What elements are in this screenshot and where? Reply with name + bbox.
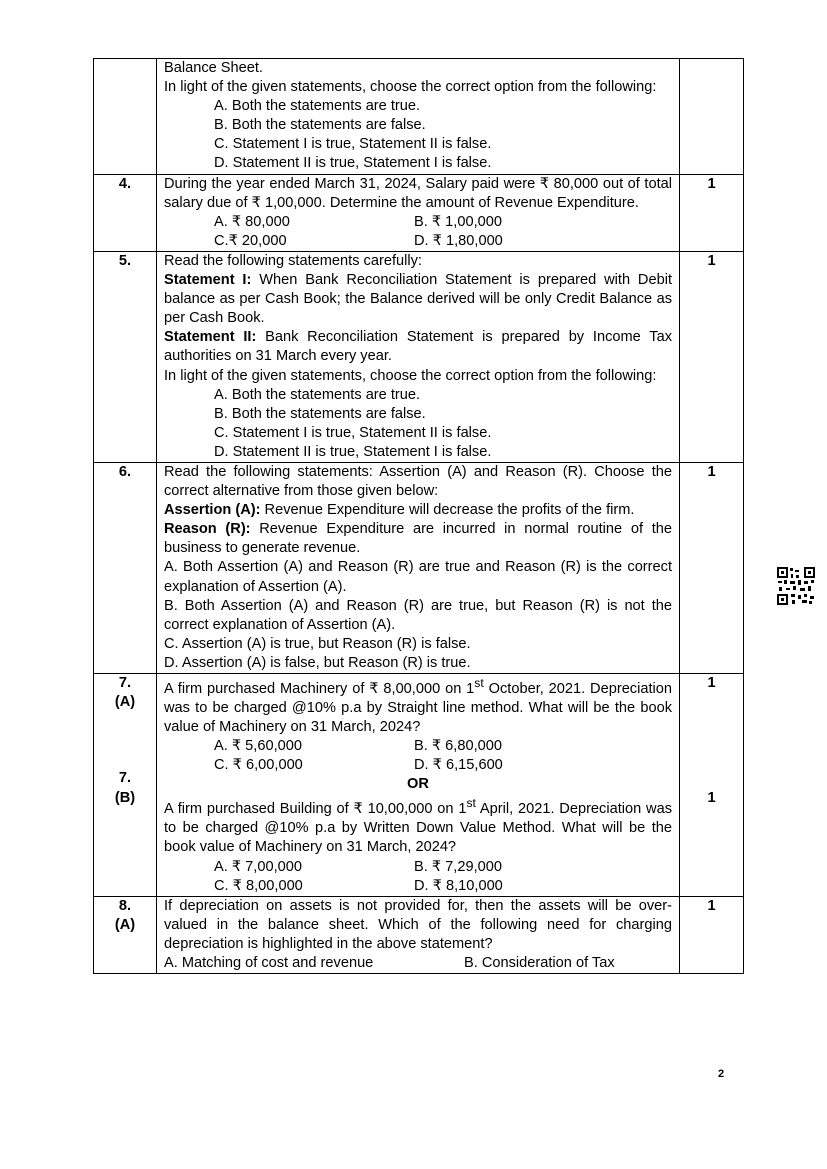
q5-statement-2-text: Bank Reconciliation Statement is prepared by Income Tax authorities on 31 March every year. <box>164 329 672 365</box>
question-text-cell <box>157 59 680 175</box>
question-number-cell <box>94 59 157 175</box>
q7a-options-row-2 <box>164 756 672 775</box>
q7b-option-b: B. ₹ 7,29,000 <box>414 858 502 875</box>
q8-number-cell <box>94 896 157 973</box>
question-row-3 <box>94 59 744 175</box>
question-text-cell <box>157 674 680 897</box>
q6-reason-label: Reason (R): <box>164 521 251 538</box>
q7a-number: 7. <box>118 675 132 691</box>
q5-option-b: B. Both the statements are false. <box>214 405 426 422</box>
q5-statement-1 <box>164 271 672 328</box>
q4-options-row-1 <box>164 213 672 232</box>
q7b-number: 7. <box>118 770 132 787</box>
q3-option-d: D. Statement II is true, Statement I is false. <box>214 155 492 172</box>
q7b-options-row-1 <box>164 858 672 877</box>
q5-statement-2-label: Statement II: <box>164 329 257 346</box>
question-row-5 <box>94 251 744 462</box>
q4-option-c: C.₹ 20,000 <box>214 232 287 249</box>
q7b-sub: (B) <box>114 789 136 806</box>
q6-option-b: B. Both Assertion (A) and Reason (R) are true, but Reason (R) is not the correct explanation of Assertion (A). <box>164 597 672 633</box>
q5-statement-2 <box>164 328 672 366</box>
q6-option-a: A. Both Assertion (A) and Reason (R) are true and Reason (R) is the correct explanation of Assertion (A). <box>164 559 672 595</box>
q4-option-a: A. ₹ 80,000 <box>214 213 290 230</box>
question-row-7 <box>94 674 744 897</box>
question-row-8 <box>94 896 744 973</box>
q7a-sup: st <box>474 676 484 690</box>
q7b-option-d: D. ₹ 8,10,000 <box>414 877 503 894</box>
q3-option-c: C. Statement I is true, Statement II is false. <box>214 136 492 153</box>
q6-number: 6. <box>94 462 157 673</box>
q6-assertion-label: Assertion (A): <box>164 502 261 519</box>
q7b-option-a: A. ₹ 7,00,000 <box>214 858 302 875</box>
q6-assertion-text: Revenue Expenditure will decrease the profits of the firm. <box>264 502 635 519</box>
q7-number-cell <box>94 674 157 897</box>
or-label: OR <box>407 776 429 793</box>
q5-option-d: D. Statement II is true, Statement I is false. <box>214 443 492 460</box>
q7a-option-b: B. ₹ 6,80,000 <box>414 738 502 755</box>
q8a-options-row <box>164 954 672 973</box>
q5-option-c: C. Statement I is true, Statement II is false. <box>214 424 492 441</box>
q4-option-b: B. ₹ 1,00,000 <box>414 213 502 230</box>
q7b-text-pre: A firm purchased Building of ₹ 10,00,000 on 1 <box>164 801 467 818</box>
q7b-marks: 1 <box>707 789 716 806</box>
q5-statement-1-text: When Bank Reconciliation Statement is prepared with Debit balance as per Cash Book; the Balance derived will be only Credit Balance as per Cash Book. <box>164 272 673 327</box>
q6-reason-text: Revenue Expenditure are incurred in normal routine of the business to generate revenue. <box>164 521 673 557</box>
q6-assertion <box>164 501 672 520</box>
question-row-4 <box>94 174 744 251</box>
q7a-text <box>164 674 672 737</box>
q3-continuation: Balance Sheet. <box>164 60 263 76</box>
qr-code-icon <box>776 566 816 606</box>
q8a-number: 8. <box>118 897 132 914</box>
q7a-option-a: A. ₹ 5,60,000 <box>214 738 302 755</box>
q7a-sub: (A) <box>114 694 136 711</box>
q5-marks: 1 <box>680 251 744 462</box>
question-text-cell <box>157 174 680 251</box>
q8a-option-a: A. Matching of cost and revenue <box>164 955 374 972</box>
q7a-text-pre: A firm purchased Machinery of ₹ 8,00,000 on 1 <box>164 680 475 697</box>
q5-statement-1-label: Statement I: <box>164 272 252 289</box>
q8a-marks: 1 <box>680 896 744 973</box>
q7-marks-cell <box>680 674 744 897</box>
q7b-text <box>164 794 672 857</box>
question-table <box>93 58 744 974</box>
q7a-text-post: October, 2021. Depreciation was to be charged @10% p.a by Straight line method. What will be the book value of Machinery on 31 March, 2024? <box>164 680 672 736</box>
q7b-options-row-2 <box>164 877 672 896</box>
q7a-option-c: C. ₹ 6,00,000 <box>214 757 303 774</box>
q3-option-b: B. Both the statements are false. <box>214 117 426 134</box>
q6-reason <box>164 520 672 558</box>
q4-options-row-2 <box>164 232 672 251</box>
q7a-options-row-1 <box>164 737 672 756</box>
q5-option-a: A. Both the statements are true. <box>214 386 421 403</box>
q8a-text: If depreciation on assets is not provided for, then the assets will be over-valued in the balance sheet. Which of the following need for charging depreciation is highlighted in the above statement? <box>164 897 672 952</box>
q4-text: During the year ended March 31, 2024, Salary paid were ₹ 80,000 out of total salary due of ₹ 1,00,000. Determine the amount of Revenue Expenditure. <box>164 175 672 211</box>
q5-prompt: In light of the given statements, choose the correct option from the following: <box>164 367 657 384</box>
q4-marks: 1 <box>680 174 744 251</box>
q3-option-a: A. Both the statements are true. <box>214 98 421 115</box>
q8a-sub: (A) <box>114 916 136 933</box>
q6-marks: 1 <box>680 462 744 673</box>
question-row-6 <box>94 462 744 673</box>
q6-option-d: D. Assertion (A) is false, but Reason (R) is true. <box>164 654 471 671</box>
q7b-option-c: C. ₹ 8,00,000 <box>214 877 303 894</box>
q6-option-c: C. Assertion (A) is true, but Reason (R) is false. <box>164 635 471 652</box>
q6-intro: Read the following statements: Assertion (A) and Reason (R). Choose the correct alternative from those given below: <box>164 463 672 500</box>
q7b-text-post: April, 2021. Depreciation was to be charged @10% p.a by Written Down Value Method. What will be the book value of Machinery on 31 March, 2024? <box>164 801 672 856</box>
q4-number: 4. <box>94 174 157 251</box>
q5-intro: Read the following statements carefully: <box>164 252 422 269</box>
question-text-cell <box>157 251 680 462</box>
q3-prompt: In light of the given statements, choose the correct option from the following: <box>164 79 657 96</box>
q5-number: 5. <box>94 251 157 462</box>
question-text-cell <box>157 896 680 973</box>
q8a-option-b: B. Consideration of Tax <box>464 955 615 972</box>
q7a-option-d: D. ₹ 6,15,600 <box>414 757 503 774</box>
q4-option-d: D. ₹ 1,80,000 <box>414 232 503 249</box>
question-text-cell <box>157 462 680 673</box>
q7b-sup: st <box>466 796 476 811</box>
marks-cell <box>680 59 744 175</box>
q7a-marks: 1 <box>707 675 716 691</box>
page-number: 2 <box>718 1068 725 1080</box>
